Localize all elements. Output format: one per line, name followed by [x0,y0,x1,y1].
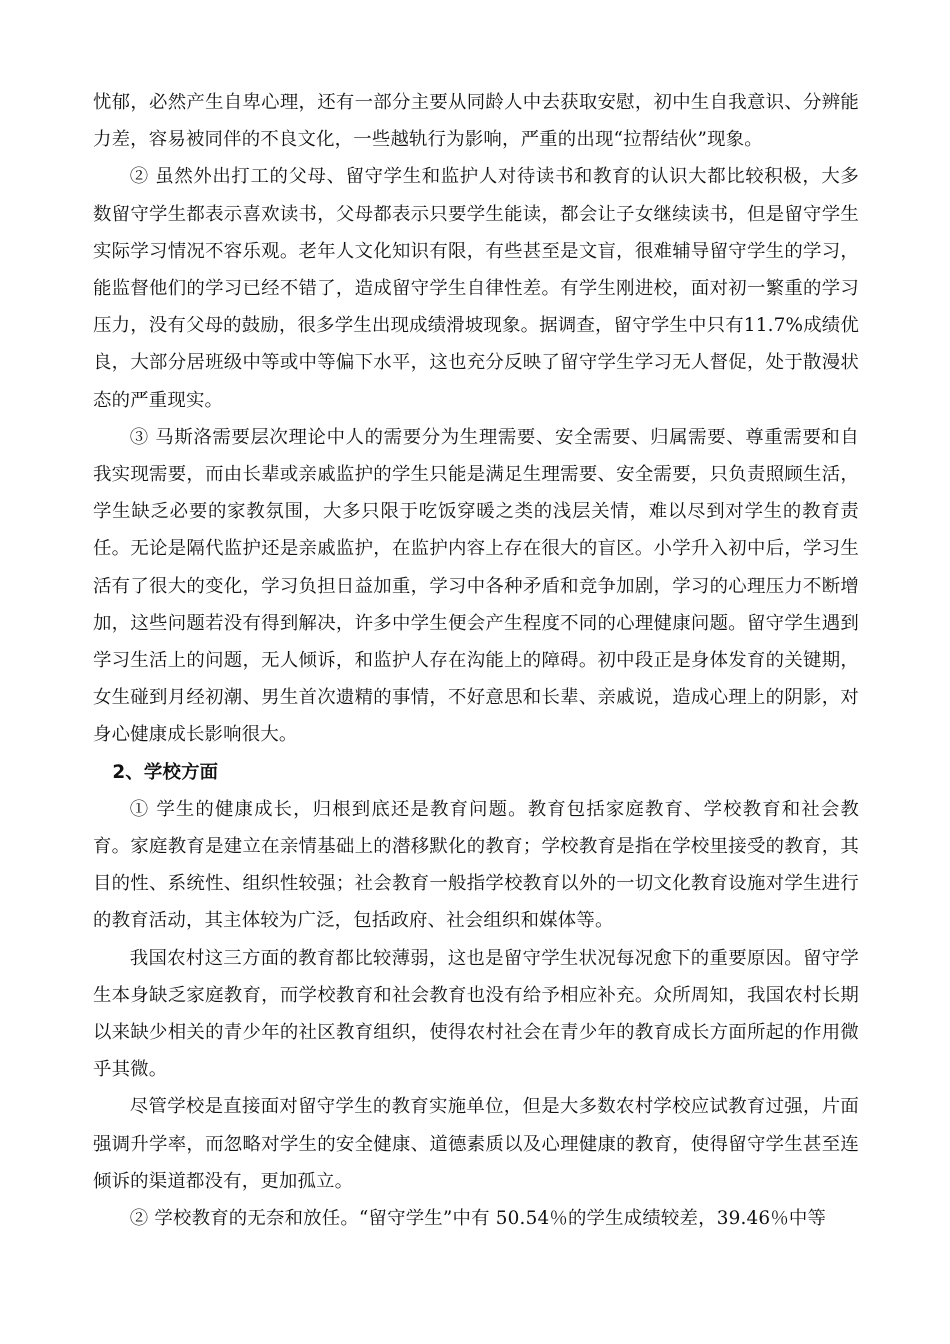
document-body [93,84,859,1237]
paragraph-study-situation: ② 虽然外出打工的父母、留守学生和监护人对待读书和教育的认识大都比较积极，大多数留守学生都表示喜欢读书，父母都表示只要学生能读，都会让子女继续读书，但是留守学生实际学习情况不容乐观。老年人文化知识有限，有些甚至是文盲，很难辅导留守学生的学习，能监督他们的学习已经不错了，造成留守学生自律性差。有学生刚进校，面对初一繁重的学习压力，没有父母的鼓励，很多学生出现成绩滑坡现象。据调查，留守学生中只有11.7%成绩优良，大部分居班级中等或中等偏下水平，这也充分反映了留守学生学习无人督促，处于散漫状态的严重现实。 [93,166,859,411]
paragraph-exam-oriented: 尽管学校是直接面对留守学生的教育实施单位，但是大多数农村学校应试教育过强，片面强调升学率，而忽略对学生的安全健康、道德素质以及心理健康的教育，使得留守学生甚至连倾诉的渠道都没有，更加孤立。 [93,1096,859,1192]
paragraph-rural-education: 我国农村这三方面的教育都比较薄弱，这也是留守学生状况每况愈下的重要原因。留守学生本身缺乏家庭教育，而学校教育和社会教育也没有给予相应补充。众所周知，我国农村长期以来缺少相关的青少年的社区教育组织，使得农村社会在青少年的教育成长方面所起的作用微乎其微。 [93,947,859,1081]
paragraph-education-types: ① 学生的健康成长，归根到底还是教育问题。教育包括家庭教育、学校教育和社会教育。家庭教育是建立在亲情基础上的潜移默化的教育；学校教育是指在学校里接受的教育，其目的性、系统性、组织性较强；社会教育一般指学校教育以外的一切文化教育设施对学生进行的教育活动，其主体较为广泛，包括政府、社会组织和媒体等。 [93,798,859,932]
paragraph-continuation: 忧郁，必然产生自卑心理，还有一部分主要从同龄人中去获取安慰，初中生自我意识、分辨能力差，容易被同伴的不良文化，一些越轨行为影响，严重的出现“拉帮结伙”现象。 [93,92,859,151]
section-heading-school: 2、学校方面 [112,761,219,783]
paragraph-school-helplessness: ② 学校教育的无奈和放任。“留守学生”中有 50.54％的学生成绩较差，39.46％中等 [129,1208,827,1230]
paragraph-maslow-needs: ③ 马斯洛需要层次理论中人的需要分为生理需要、安全需要、归属需要、尊重需要和自我实现需要，而由长辈或亲戚监护的学生只能是满足生理需要、安全需要，只负责照顾生活，学生缺乏必要的家教氛围，大多只限于吃饭穿暖之类的浅层关情，难以尽到对学生的教育责任。无论是隔代监护还是亲戚监护，在监护内容上存在很大的盲区。小学升入初中后，学习生活有了很大的变化，学习负担日益加重，学习中各种矛盾和竞争加剧，学习的心理压力不断增加，这些问题若没有得到解决，许多中学生便会产生程度不同的心理健康问题。留守学生遇到学习生活上的问题，无人倾诉，和监护人存在沟能上的障碍。初中段正是身体发育的关键期，女生碰到月经初潮、男生首次遗精的事情，不好意思和长辈、亲戚说，造成心理上的阴影，对身心健康成长影响很大。 [93,426,859,746]
